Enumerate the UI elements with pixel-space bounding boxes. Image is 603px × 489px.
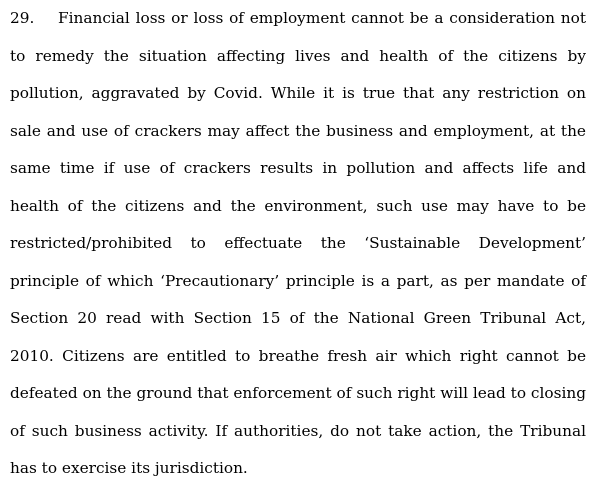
paragraph-line-5: same time if use of crackers results in pollution and affects life and (10, 159, 586, 177)
paragraph-line-12: of such business activity. If authorities, do not take action, the Tribunal (10, 421, 586, 440)
paragraph-line-6: health of the citizens and the environment, such use may have to be (10, 196, 586, 215)
paragraph-line-1-text: Financial loss or loss of employment cannot be a consideration not (58, 9, 586, 27)
paragraph-line-4: sale and use of crackers may affect the business and employment, at the (10, 121, 586, 140)
paragraph-line-11: defeated on the ground that enforcement of such right will lead to closing (10, 384, 586, 402)
paragraph-line-7: restricted/prohibited to effectuate the ‘Sustainable Development’ (10, 234, 586, 252)
paragraph-line-13: has to exercise its jurisdiction. (10, 459, 248, 477)
paragraph-line-8: principle of which ‘Precautionary’ principle is a part, as per mandate of (10, 271, 586, 290)
paragraph-line-1 (10, 7, 586, 29)
paragraph-line-9: Section 20 read with Section 15 of the National Green Tribunal Act, (10, 309, 586, 327)
paragraph-line-10: 2010. Citizens are entitled to breathe fresh air which right cannot be (10, 346, 586, 365)
paragraph-line-2: to remedy the situation affecting lives and health of the citizens by (10, 46, 586, 65)
paragraph-number: 29. (10, 9, 35, 27)
paragraph-line-3: pollution, aggravated by Covid. While it is true that any restriction on (10, 84, 586, 102)
